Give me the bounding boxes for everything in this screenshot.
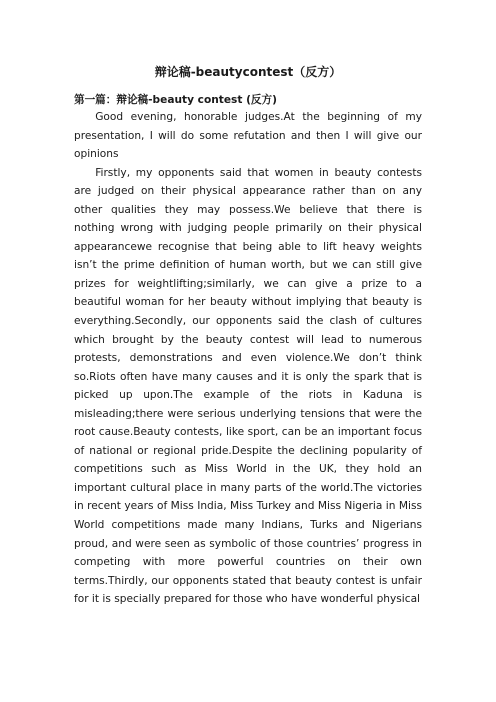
document-title: 辩论稿-beautycontest（反方） xyxy=(154,65,342,79)
paragraph-refutation: Firstly, my opponents said that women in beauty contests are judged on their physical appearance rather than on any other qualities they may possess.We believe that there is nothing wrong with judging people primarily on their physical appearancewe recognise that being able to lift heavy weights isn’t the prime definition of human worth, but we can still give prizes for weightlifting;similarly, we can give a prize to a beautiful woman for her beauty without implying that beauty is everything.Secondly, our opponents said the clash of cultures which brought by the beauty contest will lead to numerous protests, demonstrations and even violence.We don’t think so.Riots often have many causes and it is only the spark that is picked up upon.The example of the riots in Kaduna is misleading;there were serious underlying tensions that were the root cause.Beauty contests, like sport, can be an important focus of national or regional pride.Despite the declining popularity of competitions such as Miss World in the UK, they hold an important cultural place in many parts of the world.The victories in recent years of Miss India, Miss Turkey and Miss Nigeria in Miss World competitions made many Indians, Turks and Nigerians proud, and were seen as symbolic of those countries’ progress in competing with more powerful countries on their own terms.Thirdly, our opponents stated that beauty contest is unfair for it is specially prepared for those who have wonderful physical xyxy=(74,166,422,606)
section-heading: 第一篇：辩论稿-beauty contest (反方) xyxy=(74,94,277,106)
paragraph-intro: Good evening, honorable judges.At the beginning of my presentation, I will do some refutation and then I will give our opinions xyxy=(74,111,422,161)
